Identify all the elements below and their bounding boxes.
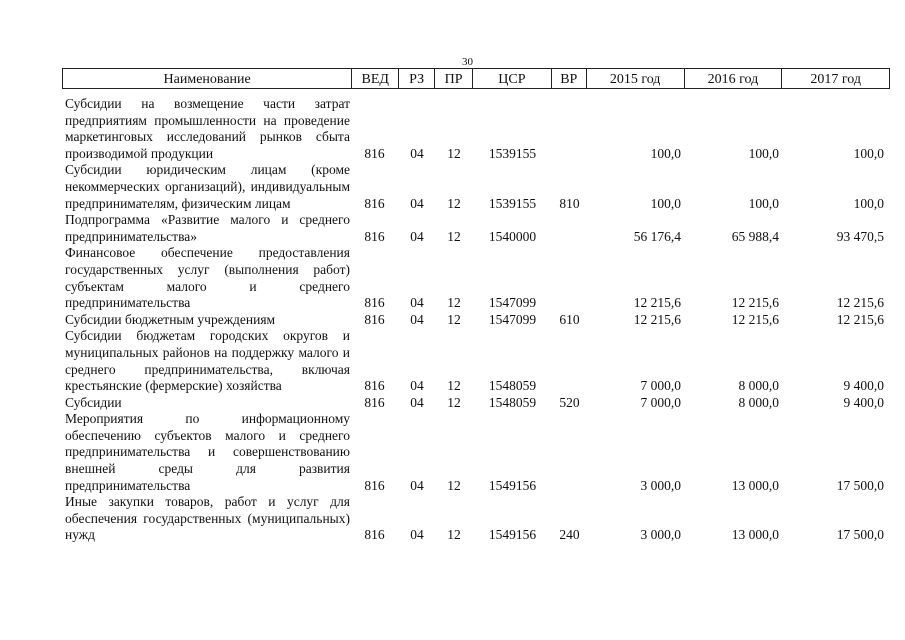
row-csr: 1540000 — [488, 228, 537, 244]
row-csr: 1549156 — [488, 527, 537, 543]
table-header — [62, 68, 890, 89]
row-csr: 1547099 — [488, 311, 537, 327]
row-vr: 240 — [559, 527, 580, 543]
row-pr: 12 — [447, 145, 461, 161]
row-rz: 04 — [410, 378, 424, 394]
row-2016: 100,0 — [748, 195, 779, 211]
row-2016: 100,0 — [748, 145, 779, 161]
row-vr: 520 — [559, 394, 580, 410]
row-name: Субсидии — [65, 394, 122, 410]
row-csr: 1548059 — [488, 378, 537, 394]
row-2017: 100,0 — [853, 145, 884, 161]
header-ved: ВЕД — [352, 69, 399, 88]
row-csr: 1547099 — [488, 295, 537, 311]
row-2015: 7 000,0 — [640, 394, 681, 410]
row-csr: 1549156 — [488, 477, 537, 493]
header-2016: 2016 год — [685, 69, 783, 88]
table-row — [62, 395, 890, 412]
table-row — [62, 312, 890, 329]
row-pr: 12 — [447, 394, 461, 410]
row-rz: 04 — [410, 394, 424, 410]
table-row — [62, 494, 890, 544]
row-csr: 1548059 — [488, 394, 537, 410]
row-ved: 816 — [364, 228, 385, 244]
table-row — [62, 212, 890, 245]
row-rz: 04 — [410, 145, 424, 161]
row-vr: 610 — [559, 311, 580, 327]
row-pr: 12 — [447, 527, 461, 543]
row-2016: 12 215,6 — [731, 295, 779, 311]
row-2017: 12 215,6 — [836, 295, 884, 311]
table-row — [62, 96, 890, 162]
row-rz: 04 — [410, 311, 424, 327]
row-2016: 65 988,4 — [731, 228, 779, 244]
row-2015: 100,0 — [650, 145, 681, 161]
row-csr: 1539155 — [488, 195, 537, 211]
row-csr: 1539155 — [488, 145, 537, 161]
row-rz: 04 — [410, 195, 424, 211]
row-2015: 12 215,6 — [633, 311, 681, 327]
row-2017: 12 215,6 — [836, 311, 884, 327]
row-name: Иные закупки товаров, работ и услуг для обеспечения государственных (муниципальных) нужд — [65, 494, 350, 543]
row-2017: 9 400,0 — [843, 394, 884, 410]
row-2015: 12 215,6 — [633, 295, 681, 311]
header-pr: ПР — [435, 69, 473, 88]
row-2015: 56 176,4 — [633, 228, 681, 244]
row-2016: 8 000,0 — [738, 394, 779, 410]
row-2017: 9 400,0 — [843, 378, 884, 394]
row-pr: 12 — [447, 228, 461, 244]
row-2016: 12 215,6 — [731, 311, 779, 327]
header-rz: РЗ — [399, 69, 435, 88]
page-number: 30 — [462, 56, 473, 68]
row-ved: 816 — [364, 378, 385, 394]
row-2016: 13 000,0 — [731, 477, 779, 493]
row-ved: 816 — [364, 477, 385, 493]
row-name: Субсидии бюджетам городских округов и муниципальных районов на поддержку малого и среднего предпринимательства, включая крестьянские (фермерские) хозяйства — [65, 328, 350, 394]
row-pr: 12 — [447, 378, 461, 394]
row-name: Подпрограмма «Развитие малого и среднего предпринимательства» — [65, 212, 350, 244]
row-pr: 12 — [447, 195, 461, 211]
table-row — [62, 245, 890, 311]
row-ved: 816 — [364, 527, 385, 543]
row-ved: 816 — [364, 145, 385, 161]
row-ved: 816 — [364, 394, 385, 410]
row-vr: 810 — [559, 195, 580, 211]
row-2016: 13 000,0 — [731, 527, 779, 543]
row-name: Субсидии бюджетным учреждениям — [65, 311, 276, 327]
table-body — [62, 96, 890, 544]
header-name: Наименование — [63, 69, 352, 88]
header-csr: ЦСР — [473, 69, 552, 88]
row-2017: 93 470,5 — [836, 228, 884, 244]
header-2015: 2015 год — [587, 69, 685, 88]
row-ved: 816 — [364, 195, 385, 211]
row-ved: 816 — [364, 295, 385, 311]
row-rz: 04 — [410, 527, 424, 543]
row-2015: 100,0 — [650, 195, 681, 211]
header-2017: 2017 год — [810, 72, 861, 87]
table-row — [62, 411, 890, 494]
row-name: Мероприятия по информационному обеспечению субъектов малого и среднего предпринимательства и совершенствованию внешней среды для развития предпринимательства — [65, 411, 350, 493]
row-2015: 3 000,0 — [640, 527, 681, 543]
row-2017: 17 500,0 — [836, 477, 884, 493]
row-name: Субсидии юридическим лицам (кроме некоммерческих организаций), индивидуальным предпринимателям, физическим лицам — [65, 162, 350, 211]
row-2016: 8 000,0 — [738, 378, 779, 394]
row-2015: 3 000,0 — [640, 477, 681, 493]
row-name: Субсидии на возмещение части затрат предприятиям промышленности на проведение маркетинговых исследований рынков сбыта производимой продукции — [65, 96, 350, 161]
row-pr: 12 — [447, 295, 461, 311]
row-2017: 17 500,0 — [836, 527, 884, 543]
row-ved: 816 — [364, 311, 385, 327]
table-row — [62, 162, 890, 212]
table-row — [62, 328, 890, 394]
row-pr: 12 — [447, 477, 461, 493]
row-rz: 04 — [410, 295, 424, 311]
row-2017: 100,0 — [853, 195, 884, 211]
header-vr: ВР — [552, 69, 587, 88]
row-2015: 7 000,0 — [640, 378, 681, 394]
row-rz: 04 — [410, 477, 424, 493]
row-name: Финансовое обеспечение предоставления государственных услуг (выполнения работ) субъектам малого и среднего предпринимательства — [65, 245, 350, 311]
row-rz: 04 — [410, 228, 424, 244]
row-pr: 12 — [447, 311, 461, 327]
